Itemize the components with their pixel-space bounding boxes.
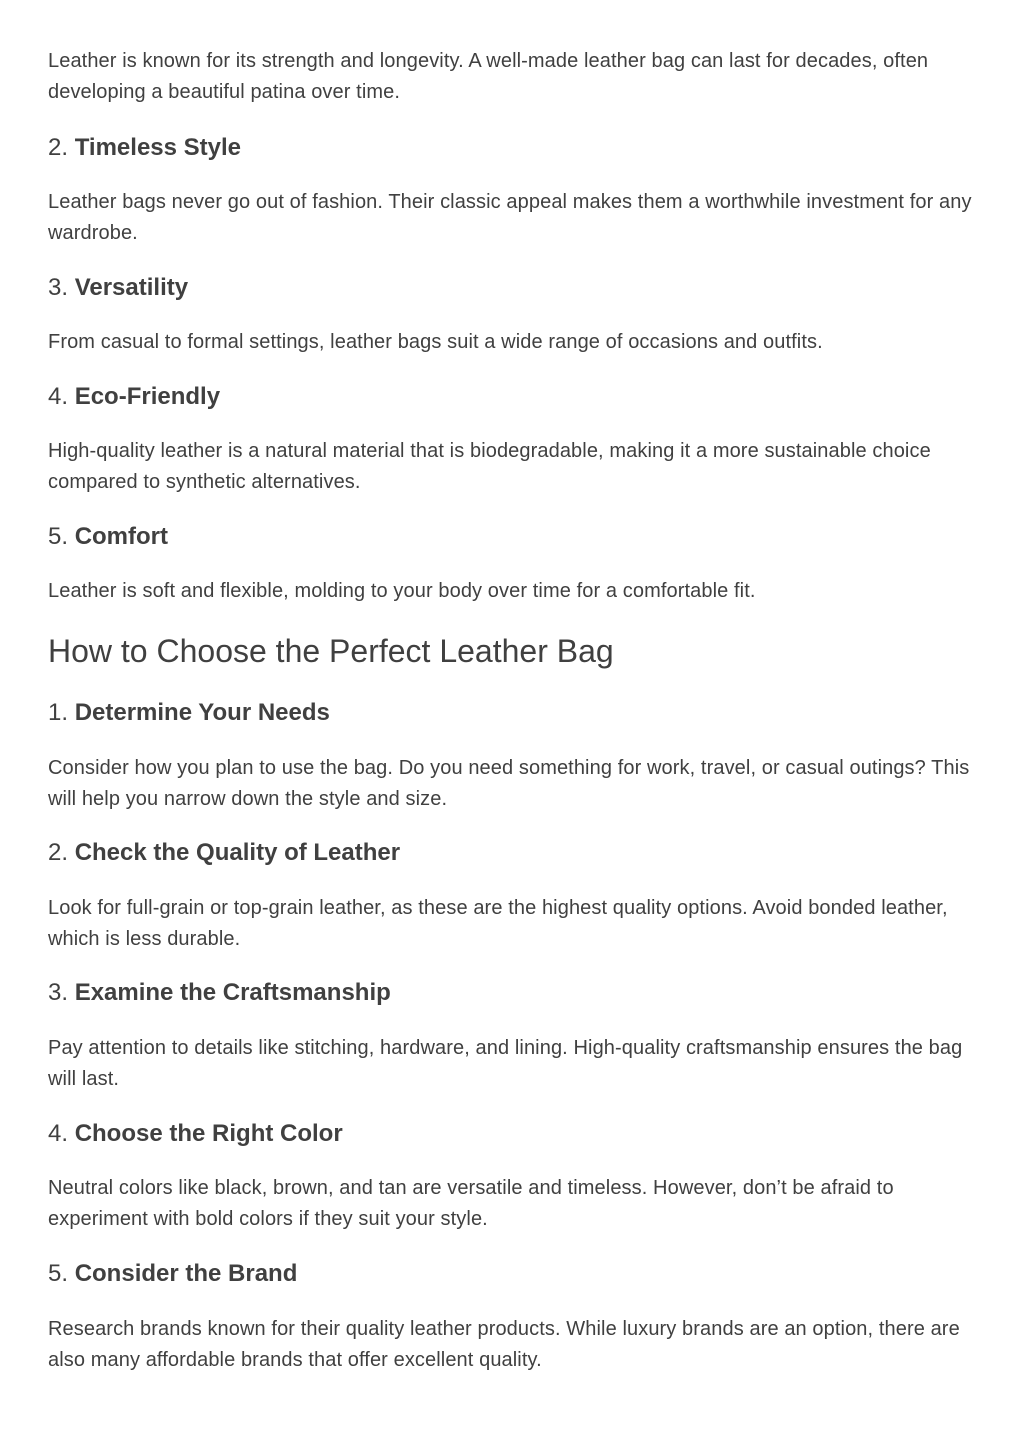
step-title: Determine Your Needs bbox=[74, 699, 330, 726]
step-heading-craftsmanship bbox=[48, 978, 976, 1008]
benefit-number: 4. bbox=[48, 383, 69, 410]
benefit-number: 2. bbox=[48, 134, 69, 161]
step-text-right-color: Neutral colors like black, brown, and tan are versatile and timeless. However, don’t be afraid to experiment with bold colors if they suit your style. bbox=[48, 1177, 894, 1230]
step-number: 5. bbox=[48, 1260, 69, 1287]
benefit-title: Comfort bbox=[74, 523, 169, 550]
benefit-number: 3. bbox=[48, 274, 69, 301]
step-text-check-quality: Look for full-grain or top-grain leather, as these are the highest quality options. Avoid bonded leather, which is less durable. bbox=[48, 897, 948, 950]
benefit-title: Timeless Style bbox=[74, 134, 242, 161]
benefit-text-eco-friendly: High-quality leather is a natural material that is biodegradable, making it a more sustainable choice compared to synthetic alternatives. bbox=[48, 440, 931, 493]
step-number: 1. bbox=[48, 699, 69, 726]
step-heading-check-quality bbox=[48, 838, 976, 868]
step-title: Choose the Right Color bbox=[74, 1120, 343, 1147]
benefit-text-versatility: From casual to formal settings, leather bags suit a wide range of occasions and outfits. bbox=[48, 331, 823, 353]
benefit-heading-eco-friendly bbox=[48, 382, 976, 412]
step-heading-right-color bbox=[48, 1119, 976, 1149]
benefit-heading-comfort bbox=[48, 522, 976, 552]
benefit-title: Versatility bbox=[74, 274, 189, 301]
step-number: 2. bbox=[48, 839, 69, 866]
step-text-consider-brand: Research brands known for their quality leather products. While luxury brands are an option, there are also many affordable brands that offer excellent quality. bbox=[48, 1318, 960, 1371]
step-text-craftsmanship: Pay attention to details like stitching, hardware, and lining. High-quality craftsmanship ensures the bag will last. bbox=[48, 1037, 963, 1090]
benefit-heading-versatility bbox=[48, 273, 976, 303]
step-number: 3. bbox=[48, 979, 69, 1006]
step-heading-determine-needs bbox=[48, 698, 976, 728]
benefit-heading-timeless-style bbox=[48, 133, 976, 163]
intro-paragraph: Leather is known for its strength and longevity. A well-made leather bag can last for decades, often developing a beautiful patina over time. bbox=[48, 50, 929, 103]
section-title: How to Choose the Perfect Leather Bag bbox=[48, 633, 614, 669]
benefit-number: 5. bbox=[48, 523, 69, 550]
step-heading-consider-brand bbox=[48, 1259, 976, 1289]
benefit-text-comfort: Leather is soft and flexible, molding to your body over time for a comfortable fit. bbox=[48, 580, 756, 602]
step-text-determine-needs: Consider how you plan to use the bag. Do you need something for work, travel, or casual outings? This will help you narrow down the style and size. bbox=[48, 757, 970, 810]
step-title: Consider the Brand bbox=[74, 1260, 298, 1287]
benefit-text-timeless-style: Leather bags never go out of fashion. Their classic appeal makes them a worthwhile investment for any wardrobe. bbox=[48, 191, 972, 244]
step-title: Examine the Craftsmanship bbox=[74, 979, 391, 1006]
step-title: Check the Quality of Leather bbox=[74, 839, 401, 866]
benefit-title: Eco-Friendly bbox=[74, 383, 221, 410]
step-number: 4. bbox=[48, 1120, 69, 1147]
